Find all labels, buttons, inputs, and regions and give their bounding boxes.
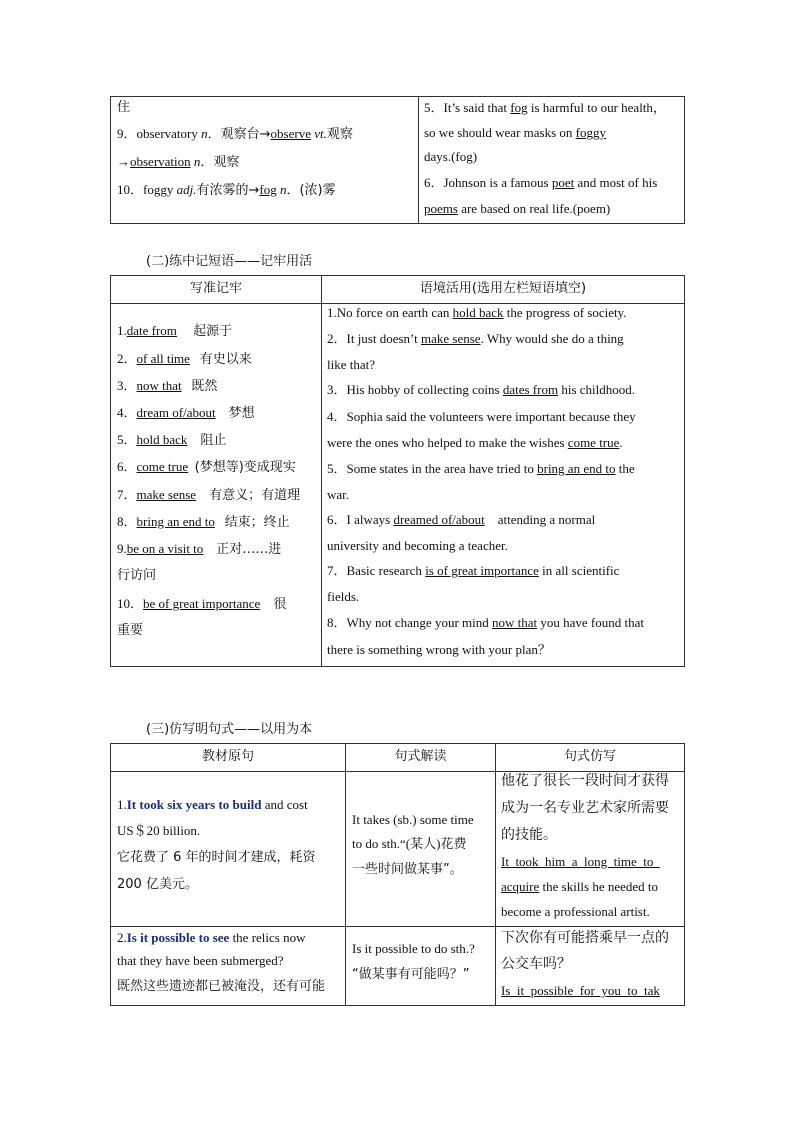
explain-line: “做某事有可能吗？”: [352, 967, 470, 982]
vocab-line: 10．foggy adj.有浓雾的→fog n．(浓)雾: [117, 182, 336, 198]
imitate-line: 的技能。: [501, 827, 557, 843]
orig-line: US＄20 billion.: [117, 823, 201, 838]
context-line: 7．Basic research is of great importance in all scientific: [327, 563, 620, 578]
phrase-item: 10．be of great importance 很: [117, 596, 287, 612]
context-line: like that?: [327, 357, 376, 372]
phrase-col1-header: 写准记牢: [189, 281, 242, 296]
section3-title: (三)仿写明句式——以用为本: [146, 722, 313, 737]
phrase-table: [110, 275, 685, 667]
imitate-line: 成为一名专业艺术家所需要: [501, 800, 669, 816]
vocab-table: [110, 96, 685, 224]
sentence-header-imitate: 句式仿写: [563, 749, 616, 764]
vocab-line: 住: [117, 100, 131, 115]
orig-line: 它花费了 6 年的时间才建成，耗资: [117, 850, 316, 865]
context-line: 4．Sophia said the volunteers were important because they: [327, 409, 636, 424]
vocab-line: days.(fog): [424, 149, 478, 164]
explain-line: to do sth.“(某人)花费: [352, 836, 467, 851]
row2-imitate: [501, 927, 683, 1006]
explain-line: 一些时间做某事”。: [352, 862, 463, 877]
orig-line: 200 亿美元。: [117, 877, 198, 892]
sentence-header-original: 教材原句: [201, 749, 254, 764]
context-line: 3．His hobby of collecting coins dates from his childhood.: [327, 382, 635, 397]
phrase-col2-header: 语境活用(选用左栏短语填空): [419, 281, 587, 296]
imitate-line: 公交车吗？: [501, 956, 571, 972]
sentence-header-explain: 句式解读: [394, 749, 447, 764]
context-line: 1.No force on earth can hold back the progress of society.: [327, 305, 627, 320]
phrase-item: 行访问: [117, 568, 157, 583]
phrase-item: 4．dream of/about 梦想: [117, 405, 255, 421]
orig-line: that they have been submerged?: [117, 953, 284, 968]
orig-line: 1.It took six years to build and cost: [117, 797, 308, 812]
context-line: 5．Some states in the area have tried to bring an end to the: [327, 461, 635, 476]
context-line: university and becoming a teacher.: [327, 538, 508, 553]
phrase-item: 5．hold back 阻止: [117, 432, 227, 448]
vocab-line: so we should wear masks on foggy: [424, 125, 606, 140]
vocab-line: 5．It’s said that fog is harmful to our health，: [424, 100, 666, 115]
phrase-item: 7．make sense 有意义；有道理: [117, 487, 301, 503]
context-line: were the ones who helped to make the wishes come true.: [327, 435, 623, 450]
phrase-item: 3．now that 既然: [117, 378, 218, 394]
section2-title: (二)练中记短语——记牢用活: [146, 254, 313, 269]
phrase-item: 2．of all time 有史以来: [117, 351, 252, 367]
context-line: 6．I always dreamed of/about attending a normal: [327, 512, 596, 527]
context-line: there is something wrong with your plan？: [327, 642, 551, 657]
phrase-item: 1.date from 起源于: [117, 323, 233, 339]
imitate-line: 他花了很长一段时间才获得: [501, 773, 669, 789]
vocab-line: 9．observatory n．观察台→observe vt.观察: [117, 126, 353, 142]
imitate-line: acquire the skills he needed to: [501, 879, 659, 894]
vocab-line: poems are based on real life.(poem): [424, 201, 611, 216]
imitate-line: It took him a long time to: [501, 854, 660, 869]
orig-line: 既然这些遗迹都已被淹没，还有可能: [117, 979, 326, 994]
orig-line: 2.Is it possible to see the relics now: [117, 930, 306, 945]
phrase-item: 8．bring an end to 结束；终止: [117, 514, 290, 530]
vocab-line: 6．Johnson is a famous poet and most of his: [424, 175, 658, 190]
imitate-line: 下次你有可能搭乘早一点的: [501, 930, 669, 946]
explain-line: It takes (sb.) some time: [352, 812, 474, 827]
context-line: war.: [327, 487, 350, 502]
phrase-item: 6．come true (梦想等)变成现实: [117, 459, 296, 475]
phrase-item: 重要: [117, 623, 144, 638]
vocab-line: →observation n．观察: [117, 154, 240, 170]
context-line: fields.: [327, 589, 360, 604]
phrase-item: 9.be on a visit to 正对……进: [117, 541, 282, 557]
explain-line: Is it possible to do sth.?: [352, 941, 475, 956]
sentence-table: [110, 743, 685, 1006]
imitate-line: Is it possible for you to tak: [501, 983, 660, 998]
imitate-line: become a professional artist.: [501, 904, 650, 919]
context-line: 8．Why not change your mind now that you have found that: [327, 615, 645, 630]
context-line: 2．It just doesn’t make sense. Why would she do a thing: [327, 331, 624, 346]
